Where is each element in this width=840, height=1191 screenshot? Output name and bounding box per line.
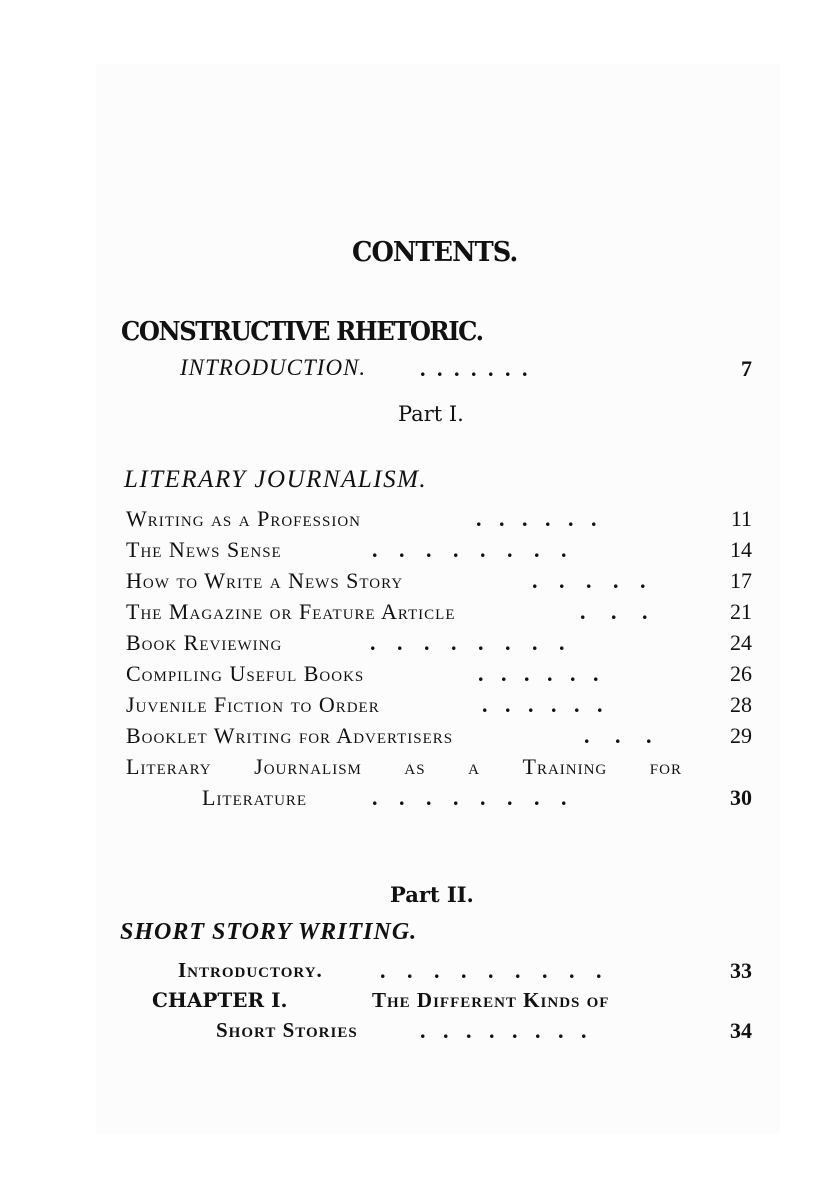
toc-entry-label: Compiling Useful Books bbox=[126, 661, 365, 686]
toc-entry-label: The News Sense bbox=[126, 537, 282, 562]
chapter-number: CHAPTER I. bbox=[152, 988, 288, 1012]
toc-entry-page: 34 bbox=[730, 1018, 752, 1043]
part-2-label: Part II. bbox=[390, 882, 474, 907]
toc-entry-dots: . . . . . . . . bbox=[370, 630, 573, 655]
toc-entry-dots: . . . . . . . . bbox=[372, 537, 575, 562]
part-2-title: SHORT STORY WRITING. bbox=[120, 919, 418, 945]
intro-dots: . . . . . . . bbox=[420, 356, 531, 381]
toc-entry-dots: . . . bbox=[584, 723, 662, 748]
chapter-title-line-1: The Different Kinds of bbox=[372, 988, 610, 1012]
toc-entry-dots: . . . . . . bbox=[478, 661, 605, 686]
toc-entry-dots: . . . . . . bbox=[476, 506, 603, 531]
word: Literary bbox=[126, 754, 212, 779]
toc-entry-page: 24 bbox=[730, 630, 752, 655]
word: Journalism bbox=[254, 754, 362, 779]
toc-entry-label-line-1 bbox=[126, 754, 682, 780]
word: a bbox=[468, 754, 480, 779]
toc-entry-page: 29 bbox=[730, 723, 752, 748]
toc-entry-dots: . . . . . . . . bbox=[420, 1018, 593, 1043]
intro-page: 7 bbox=[741, 356, 752, 381]
word: as bbox=[404, 754, 426, 779]
toc-entry-label: The Magazine or Feature Article bbox=[126, 599, 456, 624]
word: for bbox=[649, 754, 682, 779]
toc-entry-dots: . . . . . bbox=[532, 568, 654, 593]
toc-entry-page: 21 bbox=[730, 599, 752, 624]
toc-entry-dots: . . . . . . . . . bbox=[380, 958, 610, 983]
toc-entry-page: 17 bbox=[730, 568, 752, 593]
word: Training bbox=[522, 754, 608, 779]
chapter-title-line-2: Short Stories bbox=[216, 1018, 358, 1042]
toc-entry-page: 30 bbox=[730, 785, 752, 810]
toc-entry-page: 11 bbox=[730, 506, 752, 531]
toc-entry-dots: . . . . . . . . bbox=[372, 785, 575, 810]
toc-entry-page: 26 bbox=[730, 661, 752, 686]
toc-entry-label: Writing as a Profession bbox=[126, 506, 362, 531]
toc-entry-dots: . . . bbox=[580, 599, 658, 624]
contents-heading: CONTENTS. bbox=[352, 237, 518, 268]
toc-entry-dots: . . . . . . bbox=[482, 692, 609, 717]
toc-entry-label: Introductory. bbox=[178, 958, 323, 982]
toc-entry-page: 33 bbox=[730, 958, 752, 983]
toc-entry-label: How to Write a News Story bbox=[126, 568, 404, 593]
toc-entry-label-line-2: Literature bbox=[202, 785, 308, 810]
intro-label: INTRODUCTION. bbox=[180, 355, 367, 380]
section-title: CONSTRUCTIVE RHETORIC. bbox=[121, 317, 483, 347]
part-1-title: LITERARY JOURNALISM. bbox=[124, 466, 428, 493]
part-1-label: Part I. bbox=[398, 402, 464, 426]
toc-entry-label: Book Reviewing bbox=[126, 630, 283, 655]
toc-entry-label: Booklet Writing for Advertisers bbox=[126, 723, 454, 748]
toc-entry-page: 14 bbox=[730, 537, 752, 562]
toc-entry-page: 28 bbox=[730, 692, 752, 717]
toc-entry-label: Juvenile Fiction to Order bbox=[126, 692, 380, 717]
